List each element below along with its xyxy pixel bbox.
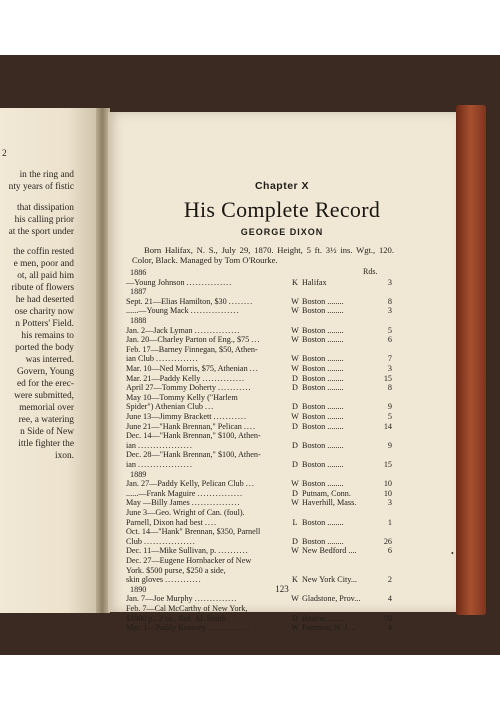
bout-row	[126, 354, 392, 364]
bout-result: W	[291, 412, 299, 421]
bout-description: —Young Johnson	[126, 277, 185, 287]
bout-result: K	[292, 575, 298, 585]
left-page-line: ribute of flowers	[11, 283, 74, 293]
bout-rounds: 10	[383, 488, 392, 498]
bout-description: Jan. 20—Charley Parton of Eng., $75	[126, 335, 250, 345]
bout-result: K	[292, 277, 298, 287]
bout-rounds: 3	[387, 364, 392, 373]
bout-result: D	[292, 440, 298, 450]
leader-dots: ...	[205, 402, 215, 412]
bout-row	[126, 306, 392, 316]
boxer-name: GEORGE DIXON	[240, 227, 324, 237]
bout-description: Mar. 1—Paddy Kearney	[126, 623, 206, 633]
bout-row	[126, 393, 388, 403]
bout-result: W	[291, 354, 299, 364]
left-page-line: nty years of fistic	[8, 182, 74, 192]
bout-description: June 3—Geo. Wright of Can. (foul).	[126, 508, 245, 517]
bout-description: Dec. 11—Mike Sullivan, p.	[126, 546, 217, 556]
leader-dots: ..........	[218, 546, 249, 556]
bout-rounds: 6	[387, 335, 392, 345]
bout-result: L	[292, 517, 298, 527]
bout-result: D	[292, 613, 298, 623]
bout-row	[126, 498, 392, 508]
leader-dots: ............	[165, 575, 202, 585]
leader-dots: ....	[204, 517, 218, 527]
bout-row	[126, 412, 392, 422]
page-title: His Complete Record	[183, 197, 381, 222]
bout-rounds: 10	[383, 479, 392, 489]
bout-description: Feb. 7—Cal McCarthy of New York,	[126, 604, 248, 613]
bout-result: D	[292, 460, 298, 469]
left-page-line: at the sport under	[8, 227, 74, 237]
left-page-line: the coffin rested	[13, 247, 74, 257]
bout-description: Dec. 28—"Hank Brennan," $100, Athen-	[126, 450, 261, 460]
bout-description: May 10—Tommy Kelly ("Harlem	[126, 392, 238, 402]
bout-description: skin gloves	[126, 575, 164, 585]
leader-dots: ................	[191, 498, 241, 508]
year-label: 1888	[130, 316, 147, 325]
bout-place: Boston ........	[302, 460, 344, 469]
bout-result: D	[292, 383, 298, 393]
left-page-line: ed for the erec-	[17, 379, 74, 389]
bout-rounds: 8	[387, 383, 392, 393]
left-page-line: was interred.	[25, 355, 74, 365]
boxer-bio: Born Halifax, N. S., July 29, 1870. Height, 5 ft. 3½ ins. Wgt., 120. Color, Black. Managed by Tom O'Rourke.	[132, 245, 394, 265]
bout-rounds: 15	[383, 460, 392, 469]
bout-description: ian	[126, 460, 137, 469]
bout-row	[126, 508, 388, 518]
bout-place: Boston ........	[302, 479, 344, 489]
bout-description: Jan. 2—Jack Lyman	[126, 325, 193, 335]
left-page-line: ittle fighter the	[18, 439, 74, 449]
bout-place: Gladstone, Prov...	[302, 594, 361, 604]
left-page	[0, 108, 96, 613]
bout-rounds: 8	[387, 296, 392, 306]
bout-description: May —Billy James	[126, 498, 190, 508]
leader-dots: ...............	[194, 325, 241, 335]
leader-dots: ..............	[202, 373, 246, 383]
bout-result: W	[291, 306, 299, 316]
bout-rounds: 3	[387, 306, 392, 316]
bout-row	[126, 402, 392, 412]
left-page-line: his remains to	[21, 331, 74, 341]
bout-rounds: 2	[387, 575, 392, 585]
bout-row	[126, 517, 392, 528]
left-page-line: he had deserted	[15, 295, 74, 305]
margin-mark-icon: •	[451, 549, 454, 558]
bout-description: June 21—"Hank Brennan," Pelican	[126, 421, 242, 431]
bout-place: Boston ........	[302, 373, 344, 383]
bout-place: Boston ........	[302, 383, 344, 393]
bout-rounds: 26	[383, 536, 392, 546]
bout-row	[126, 277, 392, 288]
bout-rounds: 70	[383, 613, 392, 623]
book-cover-edge	[456, 105, 486, 615]
bout-place: Boston ........	[302, 402, 344, 412]
bout-description: ......—Frank Maguire	[126, 488, 196, 498]
left-page-line: Govern, Young	[16, 367, 74, 377]
leader-dots: ...	[251, 335, 261, 345]
bout-result: D	[292, 536, 298, 546]
bout-rounds: 1	[387, 517, 392, 527]
bout-result: W	[291, 296, 299, 306]
bout-result: W	[291, 594, 299, 604]
leader-dots: ................	[190, 306, 240, 316]
left-page-line: that dissipation	[16, 203, 74, 213]
bout-place: Halifax	[302, 277, 327, 287]
leader-dots: ........	[228, 296, 254, 306]
bout-rounds: 9	[387, 402, 392, 412]
bout-description: Dec. 27—Eugene Hornbacker of New	[126, 556, 252, 565]
left-page-line: e men, poor and	[13, 259, 74, 269]
bout-place: Boston ........	[302, 517, 344, 527]
bout-result: W	[291, 335, 299, 345]
bout-place: New York City...	[302, 575, 357, 585]
bout-result: D	[292, 373, 298, 383]
year-label: 1886	[130, 268, 147, 277]
bout-rounds: 14	[383, 421, 392, 431]
leader-dots: ..................	[138, 460, 193, 469]
bout-result: D	[292, 421, 298, 431]
bout-description: Feb. 17—Barney Finnegan, $50, Athen-	[126, 344, 258, 354]
left-page-line: in the ring and	[19, 170, 74, 180]
year-row	[126, 470, 388, 480]
bout-row	[126, 325, 392, 336]
page-number: 123	[275, 584, 289, 594]
bout-place: Boston ........	[302, 613, 344, 623]
left-page-line: memorial over	[19, 403, 74, 413]
bout-place: Boston ........	[302, 354, 344, 364]
bout-rounds: 5	[387, 325, 392, 335]
bout-row	[126, 431, 388, 441]
bout-rounds: 3	[387, 277, 392, 287]
bout-description: April 27—Tommy Doherty	[126, 383, 216, 393]
leader-dots: .................	[143, 536, 196, 546]
leader-dots: ..............	[155, 354, 199, 364]
bout-description: Mar. 10—Ned Morris, $75, Athenian	[126, 364, 248, 373]
bout-row	[126, 450, 388, 460]
leader-dots: ...	[245, 479, 255, 489]
leader-dots: ...........	[213, 412, 248, 421]
bout-row	[126, 421, 392, 432]
bout-row	[126, 440, 392, 451]
bout-description: June 13—Jimmy Brackett	[126, 412, 212, 421]
bout-place: Boston ........	[302, 335, 344, 345]
left-page-line: were submitted,	[14, 391, 74, 401]
bout-row	[126, 623, 392, 633]
bout-row	[126, 604, 388, 614]
bout-result: D	[292, 402, 298, 412]
rounds-column-header: Rds.	[363, 267, 378, 276]
bout-rounds: 15	[383, 373, 392, 383]
left-page-line: ree, a watering	[18, 415, 74, 425]
left-page-line: ose charity now	[14, 307, 74, 317]
bout-description: Parnell, Dixon had best	[126, 517, 203, 527]
leader-dots: ..................	[138, 440, 193, 450]
year-row	[126, 316, 388, 326]
bout-row	[126, 613, 392, 624]
bout-description: Oct. 14—"Hank" Brennan, $350, Parnell	[126, 527, 261, 537]
bout-place: Paterson, N. J. ..	[302, 623, 356, 633]
bout-place: Boston ........	[302, 296, 344, 306]
bout-place: Boston ........	[302, 306, 344, 316]
bout-place: New Bedford ....	[302, 546, 357, 556]
bout-result: W	[291, 364, 299, 373]
bout-row	[126, 383, 392, 393]
bout-rounds: 4	[387, 623, 392, 633]
leader-dots: .	[228, 613, 232, 623]
left-page-line: ot, all paid him	[17, 271, 74, 281]
bout-description: $1000 p., 2 oz., Ref. Al. Smith	[126, 613, 227, 623]
bout-row	[126, 536, 392, 547]
bout-place: Boston ........	[302, 325, 344, 335]
year-row	[126, 268, 388, 278]
bout-place: Boston ........	[302, 421, 344, 431]
bout-row	[126, 335, 392, 345]
bout-row	[126, 460, 392, 470]
bout-description: Mar. 21—Paddy Kelly	[126, 373, 201, 383]
bout-place: Putnam, Conn.	[302, 488, 351, 498]
bout-place: Haverhill, Mass.	[302, 498, 357, 508]
bout-result: W	[291, 325, 299, 335]
bout-row	[126, 345, 388, 355]
bout-rounds: 6	[387, 546, 392, 556]
bout-result: D	[292, 488, 298, 498]
bout-row	[126, 546, 392, 556]
bout-description: ian Club	[126, 354, 154, 364]
bout-place: Boston ........	[302, 440, 344, 450]
bout-rounds: 3	[387, 498, 392, 508]
bout-result: W	[291, 546, 299, 556]
bout-row	[126, 566, 388, 576]
bout-description: Jan. 27—Paddy Kelly, Pelican Club	[126, 479, 244, 489]
bout-rounds: 7	[387, 354, 392, 364]
bout-place: Boston ........	[302, 536, 344, 546]
bout-row	[126, 296, 392, 307]
bout-row	[126, 364, 392, 374]
chapter-heading: Chapter X	[254, 180, 310, 192]
bout-rounds: 5	[387, 412, 392, 421]
bout-description: ian	[126, 440, 137, 450]
left-page-line: 2	[2, 149, 7, 159]
leader-dots: ...............	[197, 488, 244, 498]
year-label: 1890	[130, 584, 147, 594]
year-label: 1889	[130, 469, 147, 479]
bout-description: ......—Young Mack	[126, 306, 189, 316]
bout-rounds: 4	[387, 594, 392, 604]
bout-result: W	[291, 479, 299, 489]
leader-dots: ..............	[194, 594, 238, 604]
bout-description: Dec. 14—"Hank Brennan," $100, Athen-	[126, 431, 261, 441]
leader-dots: ..............	[207, 623, 251, 633]
year-row	[126, 287, 388, 297]
bout-place: Boston ........	[302, 364, 344, 373]
bout-row	[126, 527, 388, 537]
leader-dots: ...	[249, 364, 259, 373]
leader-dots: ....	[243, 421, 257, 431]
left-page-line: his calling prior	[14, 215, 74, 225]
bout-row	[126, 373, 392, 384]
bout-row	[126, 479, 392, 489]
bout-description: Jan. 7—Joe Murphy	[126, 594, 193, 604]
bout-description: Sept. 21—Elias Hamilton, $30	[126, 296, 227, 306]
bout-row	[126, 556, 388, 566]
bout-row	[126, 488, 392, 499]
left-page-line: ixon.	[54, 451, 74, 461]
left-page-line: ported the body	[15, 343, 74, 353]
bout-result: W	[291, 498, 299, 508]
bout-result: W	[291, 623, 299, 633]
left-page-line: n Side of New	[20, 427, 74, 437]
bout-place: Boston ........	[302, 412, 344, 421]
right-page	[108, 112, 456, 633]
left-page-line: n Potters' Field.	[15, 319, 74, 329]
leader-dots: ...............	[186, 277, 233, 287]
bout-description: York. $500 purse, $250 a side,	[126, 565, 226, 575]
bout-description: Club	[126, 536, 142, 546]
leader-dots: ...........	[217, 383, 252, 393]
bout-rounds: 9	[387, 440, 392, 450]
bout-row	[126, 594, 392, 604]
year-label: 1887	[130, 287, 147, 297]
bout-description: Spider") Athenian Club	[126, 402, 204, 412]
